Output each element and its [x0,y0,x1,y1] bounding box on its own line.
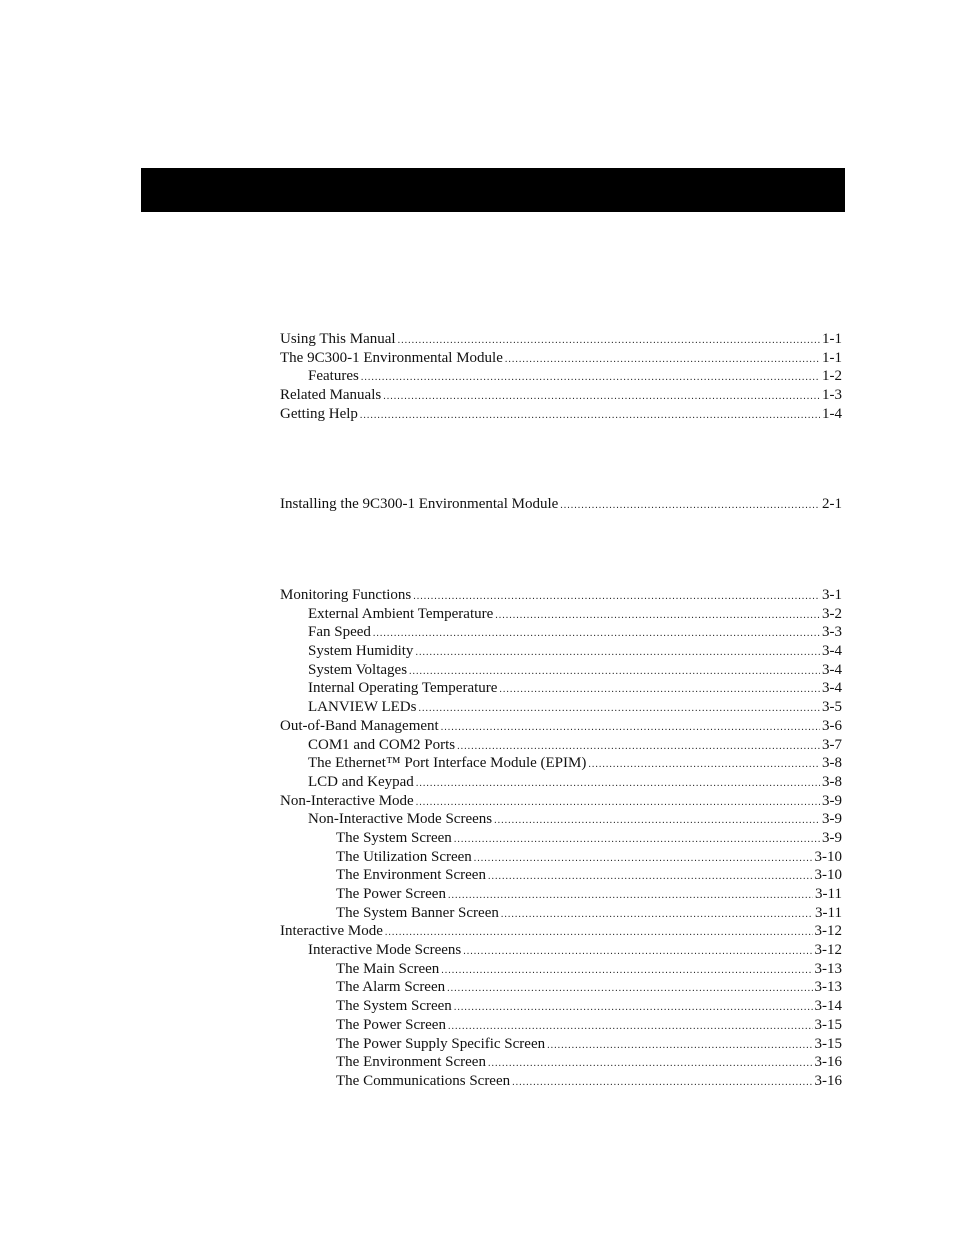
toc-entry-page-number: 3-6 [822,717,842,734]
toc-entry-page-number: 3-9 [822,829,842,846]
toc-dot-leader [512,1074,812,1093]
toc-dot-leader [415,644,820,663]
toc-dot-leader [360,407,820,426]
toc-entry-page-number: 3-1 [822,587,842,603]
toc-dot-leader [488,868,813,887]
toc-entry-title: The Power Screen [336,886,446,902]
toc-entry-title: The Communications Screen [336,1072,511,1089]
toc-entry[interactable] [280,792,842,811]
toc-entry-title: Out-of-Band Management [280,717,439,734]
toc-entry[interactable] [280,773,842,792]
toc-dot-leader [495,607,820,626]
toc-entry-page-number: 3-9 [822,792,842,809]
toc-dot-leader [418,700,820,719]
toc-entry-title: The Environment Screen [336,867,486,884]
toc-entry-title: Interactive Mode [280,923,383,940]
toc-dot-leader [454,831,820,850]
toc-entry[interactable] [280,848,842,867]
toc-dot-leader [361,369,820,388]
toc-dot-leader [373,625,820,644]
toc-entry-page-number: 3-7 [822,736,842,753]
toc-entry-title: LCD and Keypad [308,773,414,790]
toc-entry-title: Installing the 9C300-1 Environmental Module [280,496,559,512]
toc-entry[interactable] [280,679,842,698]
toc-entry[interactable] [280,1035,842,1054]
toc-entry[interactable] [280,386,842,405]
toc-dot-leader [454,999,813,1018]
toc-entry-page-number: 3-3 [822,624,842,641]
toc-dot-leader [463,943,812,962]
toc-entry[interactable] [280,829,842,848]
toc-entry-page-number: 3-13 [814,960,842,977]
toc-entry[interactable] [280,642,842,661]
toc-entry[interactable] [280,904,842,923]
toc-entry-title: The Alarm Screen [336,979,446,996]
toc-entry-page-number: 2-1 [822,496,842,512]
toc-entry-title: External Ambient Temperature [308,605,494,622]
toc-entry[interactable] [280,330,842,349]
toc-entry-page-number: 3-9 [822,811,842,828]
toc-dot-leader [501,906,813,925]
toc-entry-page-number: 3-8 [822,755,842,772]
toc-entry-title: Monitoring Functions [280,587,412,603]
toc-entry-page-number: 3-8 [822,773,842,790]
toc-entry-title: The Environment Screen [336,1054,486,1071]
toc-entry-title: The Main Screen [336,960,440,977]
toc-entry-title: Getting Help [280,405,358,422]
toc-dot-leader [441,962,812,981]
toc-entry-page-number: 1-1 [822,331,842,347]
toc-entry-title: COM1 and COM2 Ports [308,736,456,753]
toc-entry-title: Fan Speed [308,624,371,641]
toc-entry-title: System Humidity [308,643,414,660]
toc-dot-leader [447,980,812,999]
toc-entry-page-number: 3-12 [814,923,842,940]
toc-entry[interactable] [280,495,842,514]
toc-entry[interactable] [280,754,842,773]
toc-entry[interactable] [280,586,842,605]
toc-dot-leader [383,388,820,407]
toc-dot-leader [488,1055,813,1074]
toc-entry-title: The Power Screen [336,1016,446,1033]
toc-section-chapter-3 [280,586,842,1091]
toc-entry-page-number: 3-11 [815,886,842,902]
toc-entry-title: The System Screen [336,998,452,1015]
toc-entry[interactable] [280,885,842,904]
toc-entry[interactable] [280,661,842,680]
toc-section-chapter-1 [280,330,842,423]
toc-entry-title: The Power Supply Specific Screen [336,1035,546,1052]
toc-entry-page-number: 3-5 [822,699,842,716]
toc-entry-title: System Voltages [308,661,408,678]
toc-entry-title: Using This Manual [280,331,396,347]
toc-entry-page-number: 3-4 [822,661,842,678]
toc-entry[interactable] [280,1053,842,1072]
toc-dot-leader [560,497,820,516]
toc-entry-title: The Utilization Screen [336,848,472,865]
toc-entry[interactable] [280,960,842,979]
toc-entry[interactable] [280,698,842,717]
toc-section-chapter-2 [280,495,842,514]
toc-entry[interactable] [280,349,842,368]
toc-dot-leader [499,681,820,700]
toc-entry[interactable] [280,405,842,424]
toc-entry[interactable] [280,736,842,755]
toc-entry-page-number: 3-13 [814,979,842,996]
toc-entry[interactable] [280,717,842,736]
toc-entry[interactable] [280,605,842,624]
toc-entry-page-number: 1-3 [822,387,842,404]
toc-entry-title: Non-Interactive Mode Screens [308,811,493,828]
toc-dot-leader [474,850,813,869]
toc-dot-leader [547,1037,812,1056]
toc-entry-title: The Ethernet™ Port Interface Module (EPIM) [308,755,587,772]
chapter-header-bar [141,168,845,212]
toc-entry-page-number: 3-16 [814,1072,842,1089]
toc-entry-title: Internal Operating Temperature [308,680,498,697]
toc-entry-title: Interactive Mode Screens [308,942,462,959]
toc-entry-title: Non-Interactive Mode [280,792,414,809]
toc-entry-title: The System Screen [336,829,452,846]
toc-dot-leader [448,887,813,906]
toc-entry-title: Features [308,368,359,385]
toc-entry-title: Related Manuals [280,387,382,404]
toc-entry[interactable] [280,1072,842,1091]
toc-entry-page-number: 3-4 [822,680,842,697]
toc-entry-page-number: 3-11 [815,904,842,921]
toc-entry[interactable] [280,810,842,829]
toc-entry[interactable] [280,1016,842,1035]
toc-entry-page-number: 3-10 [814,848,842,865]
toc-entry[interactable] [280,997,842,1016]
toc-entry-page-number: 1-4 [822,405,842,422]
toc-dot-leader [441,719,820,738]
toc-dot-leader [416,775,820,794]
toc-entry-page-number: 3-12 [814,942,842,959]
toc-entry-page-number: 3-15 [814,1035,842,1052]
toc-entry-title: The 9C300-1 Environmental Module [280,349,503,366]
toc-entry-page-number: 3-2 [822,605,842,622]
toc-entry-page-number: 3-15 [814,1016,842,1033]
toc-dot-leader [494,812,820,831]
toc-entry-page-number: 3-4 [822,643,842,660]
toc-entry-page-number: 1-2 [822,368,842,385]
toc-dot-leader [588,756,820,775]
toc-entry[interactable] [280,941,842,960]
toc-entry-title: LANVIEW LEDs [308,699,417,716]
toc-entry[interactable] [280,978,842,997]
toc-dot-leader [505,351,820,370]
toc-entry-page-number: 3-14 [814,998,842,1015]
toc-entry-page-number: 3-10 [814,867,842,884]
toc-entry-page-number: 1-1 [822,349,842,366]
toc-entry[interactable] [280,922,842,941]
toc-entry-page-number: 3-16 [814,1054,842,1071]
toc-entry[interactable] [280,866,842,885]
toc-entry[interactable] [280,623,842,642]
toc-entry[interactable] [280,367,842,386]
toc-entry-title: The System Banner Screen [336,904,499,921]
